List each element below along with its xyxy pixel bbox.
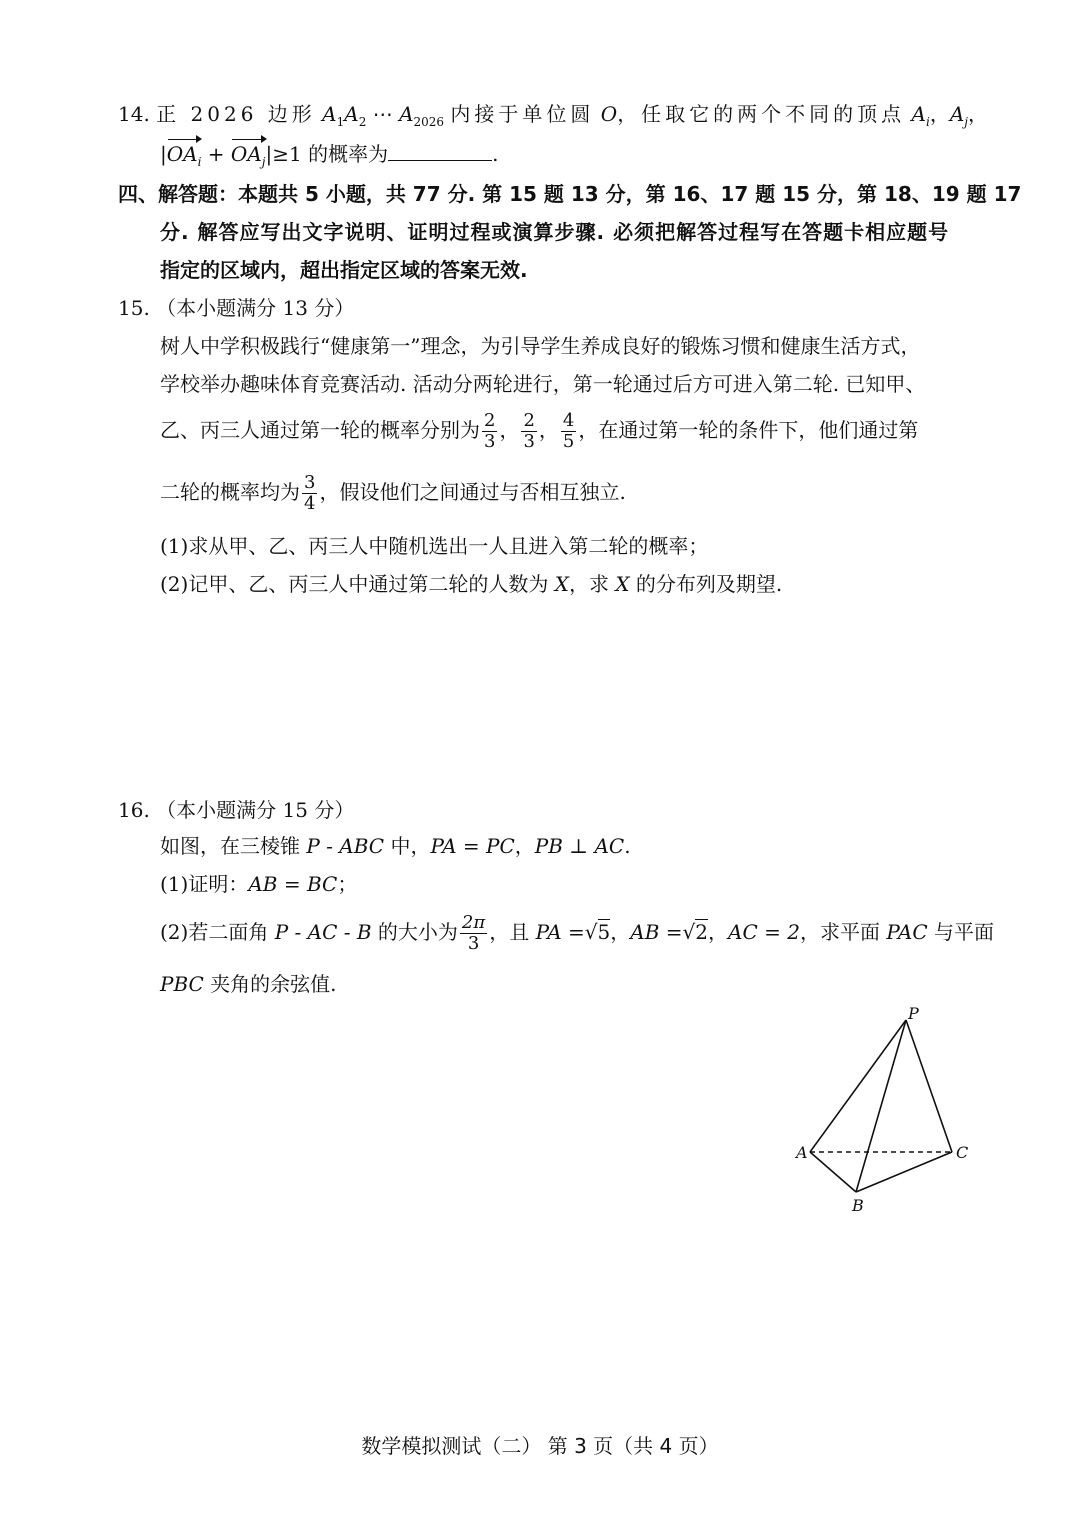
edge-ab [810, 1152, 856, 1192]
q16-part-1: (1)证明：AB = BC； [160, 872, 358, 896]
q15-line-4: 二轮的概率均为 $\frac{3}{4}$ ，假设他们之间通过与否相互独立. [160, 472, 626, 514]
label-b: B [852, 1196, 864, 1215]
page-footer: 数学模拟测试（二） 第 3 页（共 4 页） [361, 1434, 719, 1458]
fraction-2-3-b: $\frac{2}{3}$ [523, 410, 535, 452]
vector-oai: $OA_i$ [167, 140, 202, 176]
label-p: P [908, 1005, 919, 1023]
fraction-2pi-3: $\frac{2\pi}{3}$ [461, 912, 486, 954]
q14-line-2: $|OA_i + OA_j|\ge 1$ 的概率为 . [160, 140, 498, 176]
label-c: C [956, 1143, 969, 1162]
vector-oaj: $OA_j$ [231, 140, 266, 176]
edge-bc [856, 1152, 952, 1192]
pyramid-figure [790, 1005, 980, 1220]
section4-line-2: 分. 解答应写出文字说明、证明过程或演算步骤. 必须把解答过程写在答题卡相应题号 [160, 220, 950, 244]
q16-line-3: PBC 夹角的余弦值. [160, 972, 337, 996]
edge-pb [856, 1020, 906, 1192]
answer-blank[interactable] [388, 142, 492, 161]
q14-line-1: 14. 正 2026 边形 $A_1A_2$ ⋯ $A_{2026}$ 内接于单位圆 O，任取它的两个不同的顶点 $A_i$，$A_j$， [118, 102, 989, 129]
q15-header: 15. （本小题满分 13 分） [118, 296, 355, 320]
edge-pc [906, 1020, 952, 1152]
q16-part-2: (2)若二面角 P - AC - B 的大小为 $\frac{2\pi}{3}$ ，且 PA =√5，AB =√2，AC = 2，求平面 PAC 与平面 [160, 912, 995, 954]
q15-part-2: (2)记甲、乙、丙三人中通过第二轮的人数为 X，求 X 的分布列及期望. [160, 572, 783, 596]
fraction-4-5: $\frac{4}{5}$ [562, 410, 575, 452]
q15-line-3: 乙、丙三人通过第一轮的概率分别为 $\frac{2}{3}$ ， $\frac{2}{3}$ ， $\frac{4}{5}$ ，在通过第一轮的条件下，他们通过第 [160, 410, 919, 452]
q15-line-1: 树人中学积极践行“健康第一”理念，为引导学生养成良好的锻炼习惯和健康生活方式， [160, 334, 921, 358]
q15-part-1: (1)求从甲、乙、丙三人中随机选出一人且进入第二轮的概率； [160, 534, 709, 558]
section4-line-1: 四、解答题：本题共 5 小题，共 77 分. 第 15 题 13 分，第 16、17 题 15 分，第 18、19 题 17 [118, 182, 1022, 206]
edge-pa [810, 1020, 906, 1152]
fraction-2-3-a: $\frac{2}{3}$ [484, 410, 496, 452]
label-a: A [796, 1143, 808, 1162]
q15-line-2: 学校举办趣味体育竞赛活动. 活动分两轮进行，第一轮通过后方可进入第二轮. 已知甲、 [160, 372, 926, 396]
fraction-3-4: $\frac{3}{4}$ [304, 472, 316, 514]
section4-line-3: 指定的区域内，超出指定区域的答案无效. [160, 258, 528, 282]
q16-header: 16. （本小题满分 15 分） [118, 798, 355, 822]
q16-line-1: 如图，在三棱锥 P - ABC 中，PA = PC，PB ⊥ AC. [160, 834, 631, 858]
